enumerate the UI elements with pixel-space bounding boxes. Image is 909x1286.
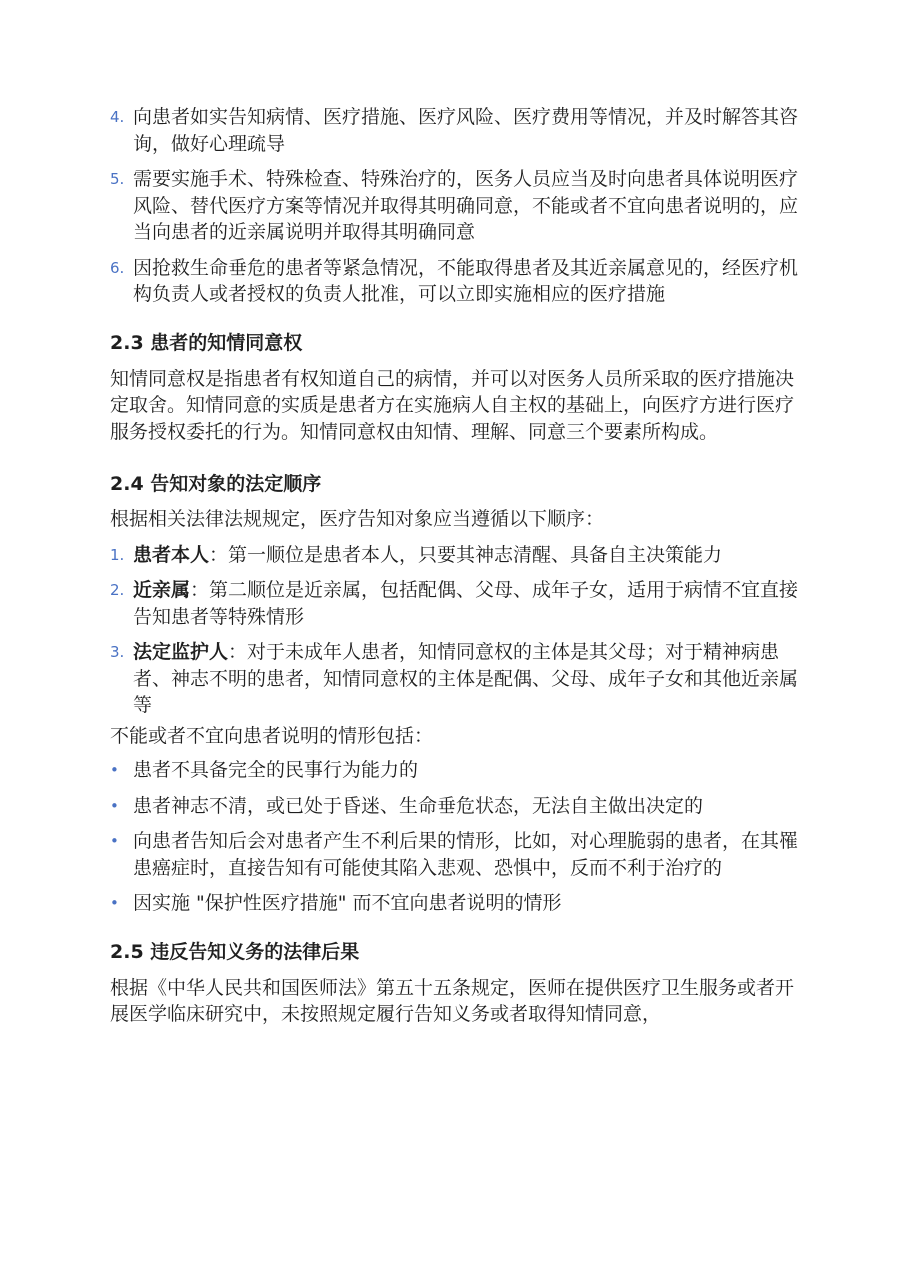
section-2-3-paragraph: 知情同意权是指患者有权知道自己的病情，并可以对医务人员所采取的医疗措施决定取舍。知情同意的实质是患者方在实施病人自主权的基础上，向医疗方进行医疗服务授权委托的行为。知情同意权由知情、理解、同意三个要素所构成。 — [110, 367, 795, 443]
section-2-5-paragraph: 根据《中华人民共和国医师法》第五十五条规定，医师在提供医疗卫生服务或者开展医学临床研究中，未按照规定履行告知义务或者取得知情同意， — [110, 976, 795, 1025]
list-item — [110, 793, 801, 820]
list-item-text: 向患者如实告知病情、医疗措施、医疗风险、医疗费用等情况，并及时解答其咨询，做好心理疏导 — [133, 106, 799, 155]
list-item-term: 近亲属 — [133, 579, 191, 601]
list-item-term: 患者本人 — [133, 543, 210, 566]
list-item — [110, 639, 801, 719]
list-item — [110, 542, 801, 569]
bullet-marker: • — [110, 761, 119, 779]
bullet-marker: • — [110, 894, 119, 912]
list-item-text: ：对于未成年人患者，知情同意权的主体是其父母；对于精神病患者、神志不明的患者，知情同意权的主体是配偶、父母、成年子女和其他近亲属等 — [133, 641, 799, 716]
list-item — [110, 577, 801, 630]
list-number: 5. — [110, 170, 125, 188]
list-number: 4. — [110, 108, 125, 126]
list-item — [110, 828, 801, 881]
notification-order-list — [110, 542, 801, 719]
list-item-text: 患者神志不清，或已处于昏迷、生命垂危状态，无法自主做出决定的 — [133, 794, 704, 817]
top-numbered-list — [110, 104, 801, 308]
list-item-text: ：第一顺位是患者本人，只要其神志清醒、具备自主决策能力 — [209, 543, 723, 566]
bullet-marker: • — [110, 796, 119, 815]
list-item-text: 需要实施手术、特殊检查、特殊治疗的，医务人员应当及时向患者具体说明医疗风险、替代医疗方案等情况并取得其明确同意，不能或者不宜向患者说明的，应当向患者的近亲属说明并取得其明确同意 — [133, 168, 799, 243]
list-item — [110, 166, 801, 246]
list-item — [110, 757, 801, 784]
cases-intro: 不能或者不宜向患者说明的情形包括： — [110, 724, 434, 747]
list-number: 1. — [110, 545, 125, 564]
list-number: 6. — [110, 258, 125, 277]
section-2-4-intro: 根据相关法律法规规定，医疗告知对象应当遵循以下顺序： — [110, 508, 605, 530]
list-item-text: 因实施 "保护性医疗措施" 而不宜向患者说明的情形 — [133, 892, 562, 914]
list-item-text: 患者不具备完全的民事行为能力的 — [133, 759, 419, 781]
list-item — [110, 890, 801, 917]
list-number: 2. — [110, 581, 125, 599]
section-heading-2-5: 2.5 违反告知义务的法律后果 — [110, 940, 360, 963]
bullet-marker: • — [110, 832, 119, 850]
list-item-text: 因抢救生命垂危的患者等紧急情况，不能取得患者及其近亲属意见的，经医疗机构负责人或者授权的负责人批准，可以立即实施相应的医疗措施 — [133, 256, 799, 305]
list-item — [110, 255, 801, 308]
list-item-text: 向患者告知后会对患者产生不利后果的情形，比如，对心理脆弱的患者，在其罹患癌症时，直接告知有可能使其陷入悲观、恐惧中，反而不利于治疗的 — [133, 830, 799, 879]
list-number: 3. — [110, 643, 125, 661]
section-heading-2-3: 2.3 患者的知情同意权 — [110, 331, 303, 354]
section-heading-2-4: 2.4 告知对象的法定顺序 — [110, 473, 322, 495]
list-item-term: 法定监护人 — [133, 641, 229, 663]
cases-bullet-list — [110, 757, 801, 917]
list-item — [110, 104, 801, 157]
list-item-text: ：第二顺位是近亲属，包括配偶、父母、成年子女，适用于病情不宜直接告知患者等特殊情形 — [133, 579, 799, 628]
